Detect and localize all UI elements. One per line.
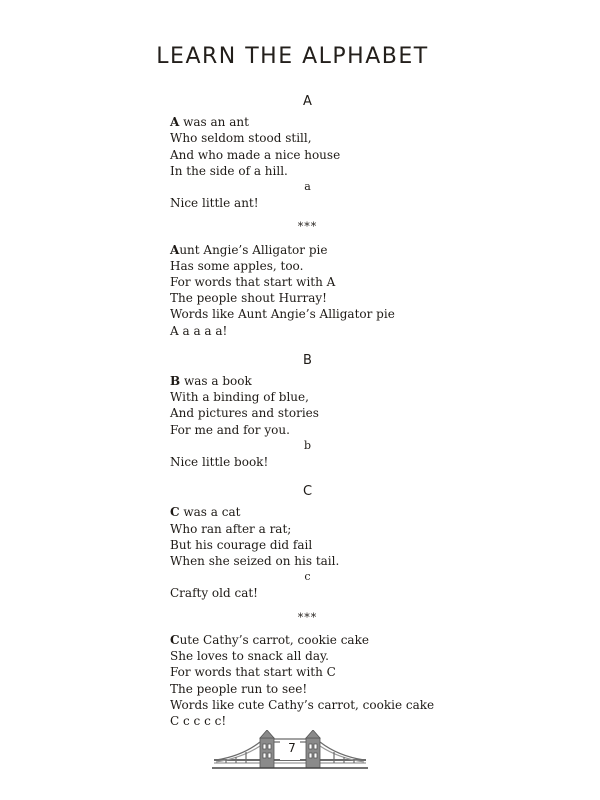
poem-closing: Nice little ant!	[170, 196, 259, 211]
poem-line-text: was a book	[180, 374, 252, 389]
section-divider: ***	[297, 610, 318, 624]
poem-line: When she seized on his tail.	[170, 554, 340, 569]
poem-closing: Nice little book!	[170, 455, 269, 470]
drop-letter: B	[170, 374, 181, 389]
poem-line	[170, 504, 470, 520]
poem-line-text: was an ant	[179, 115, 249, 130]
drop-letter: A	[170, 242, 180, 257]
poem-line: And pictures and stories	[170, 406, 319, 421]
section-heading-b: B	[303, 352, 312, 368]
drop-letter: C	[170, 505, 180, 520]
lowercase-letter: b	[303, 438, 312, 452]
drop-letter: C	[170, 632, 180, 647]
song-line: For words that start with C	[170, 665, 336, 680]
lowercase-letter: a	[304, 180, 311, 194]
song-line	[170, 632, 470, 648]
poem-line: Who ran after a rat;	[170, 521, 292, 536]
song-line: She loves to snack all day.	[170, 649, 329, 664]
section-divider: ***	[297, 220, 318, 234]
poem-line-text: was a cat	[179, 505, 241, 520]
page-number: 7	[288, 741, 296, 755]
song-line: C c c c c!	[170, 713, 227, 728]
song-line: Words like Aunt Angie’s Alligator pie	[170, 307, 395, 322]
drop-letter: A	[170, 115, 180, 130]
poem-line	[170, 114, 470, 130]
spacer	[170, 470, 470, 484]
song-line-text: ute Cathy’s carrot, cookie cake	[179, 632, 369, 647]
song-line: The people run to see!	[170, 681, 308, 696]
section-heading-c: C	[302, 484, 313, 500]
lowercase-letter: c	[304, 570, 311, 584]
song-line: The people shout Hurray!	[170, 291, 327, 306]
song-line: For words that start with A	[170, 275, 336, 290]
poem-line: Who seldom stood still,	[170, 131, 312, 146]
song-line-text: unt Angie’s Alligator pie	[179, 242, 328, 257]
section-heading-a: A	[303, 94, 312, 109]
poem-closing: Crafty old cat!	[170, 586, 259, 601]
song-line: Words like cute Cathy’s carrot, cookie cake	[170, 697, 435, 712]
song-line: A a a a a!	[170, 323, 228, 338]
poem-line: In the side of a hill.	[170, 163, 288, 178]
song-line: Has some apples, too.	[170, 258, 304, 273]
page-title: LEARN THE ALPHABET	[156, 44, 429, 69]
poem-line: For me and for you.	[170, 422, 290, 437]
poem-line: But his courage did fail	[170, 537, 313, 552]
poem-line	[170, 373, 470, 389]
poem-body	[170, 94, 470, 729]
song-line	[170, 242, 470, 258]
poem-line: With a binding of blue,	[170, 390, 309, 405]
spacer	[170, 339, 470, 353]
poem-line: And who made a nice house	[170, 147, 341, 162]
